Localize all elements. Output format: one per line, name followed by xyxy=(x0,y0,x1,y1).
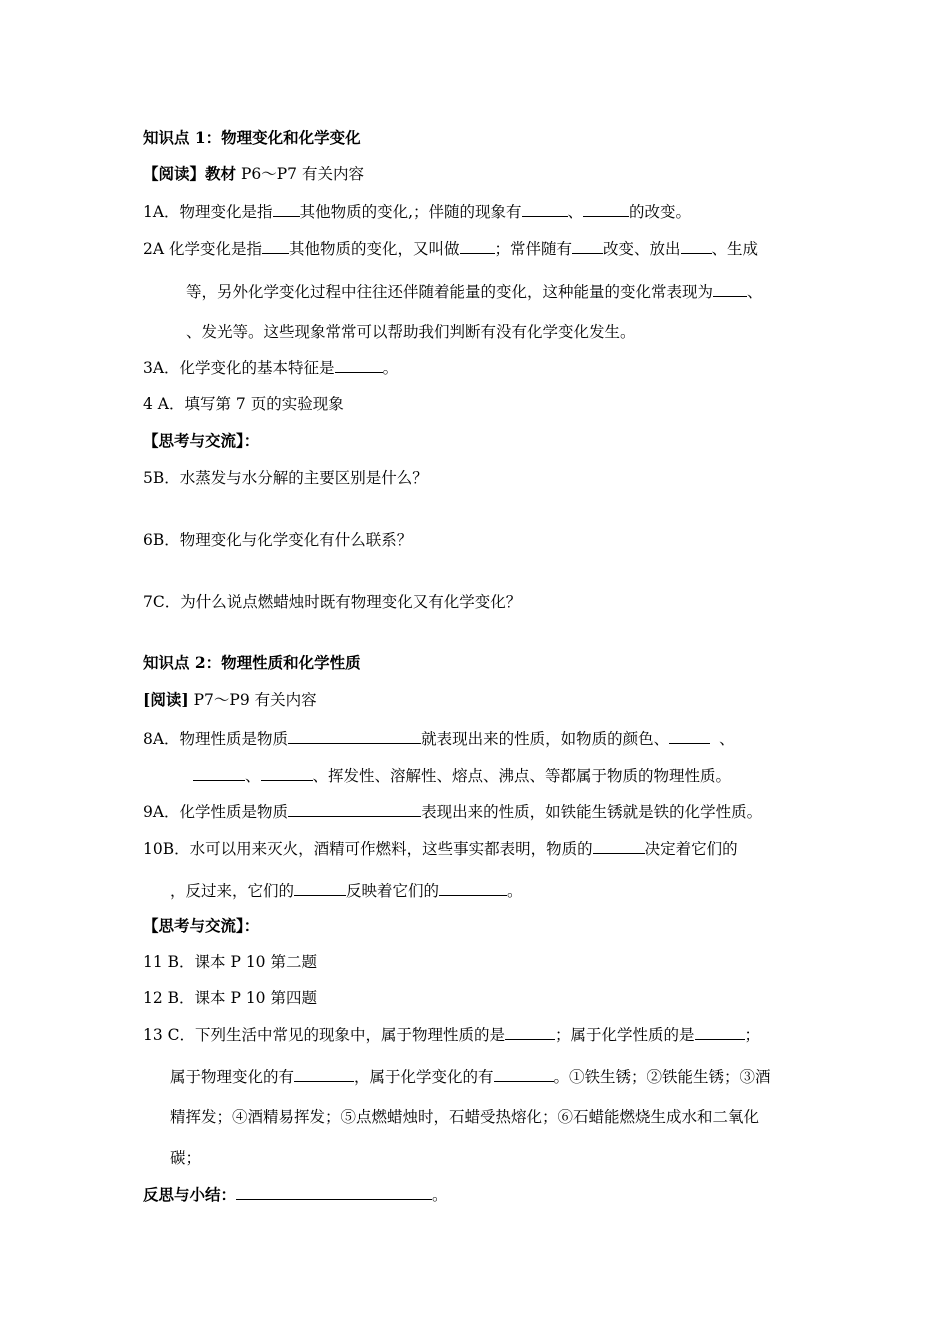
question-13c-line-2 xyxy=(170,1066,771,1087)
q3a-blank-1[interactable] xyxy=(335,357,383,373)
section-2-reading xyxy=(143,690,317,710)
q13c-line2-a: 属于物理变化的有 xyxy=(170,1068,295,1086)
q1a-text-d: 的改变。 xyxy=(629,203,692,221)
q13c-blank-4[interactable] xyxy=(494,1066,554,1082)
reading-text: P6～P7 有关内容 xyxy=(236,165,364,183)
q13c-text-b: ；属于化学性质的是 xyxy=(555,1026,695,1044)
q2a-blank-2[interactable] xyxy=(460,238,495,254)
question-7c: 7C．为什么说点燃蜡烛时既有物理变化又有化学变化？ xyxy=(143,593,522,611)
q13c-text-c: ； xyxy=(744,1026,761,1044)
section-2-discussion-heading: 【思考与交流】： xyxy=(143,916,260,935)
section-1-discussion-heading: 【思考与交流】： xyxy=(143,431,260,450)
q8a-text-a: 8A．物理性质是物质 xyxy=(143,730,289,748)
q13c-line2-c: 。①铁生锈；②铁能生锈；③酒 xyxy=(553,1068,771,1086)
q2a-line2-end: 、 xyxy=(747,283,763,301)
question-2a-line-2 xyxy=(186,281,763,302)
q10b-text-b: 决定着它们的 xyxy=(644,840,738,858)
question-9a xyxy=(143,801,762,822)
summary-blank[interactable] xyxy=(236,1184,432,1200)
section-1-title: 知识点 1：物理变化和化学变化 xyxy=(143,128,361,147)
q9a-text-a: 9A．化学性质是物质 xyxy=(143,803,289,821)
q8a-text-c: 、 xyxy=(719,730,735,748)
q9a-blank-1[interactable] xyxy=(288,801,421,817)
question-5b: 5B．水蒸发与水分解的主要区别是什么？ xyxy=(143,469,428,487)
q10b-line2-c: 。 xyxy=(507,882,523,900)
q1a-text-b: 其他物质的变化,；伴随的现象有 xyxy=(299,203,522,221)
q13c-blank-1[interactable] xyxy=(505,1024,555,1040)
q3a-text-b: 。 xyxy=(382,359,399,377)
q10b-blank-2[interactable] xyxy=(294,880,346,896)
reading-label-2: [阅读] xyxy=(143,690,189,709)
q8a-line2-rest: 、挥发性、溶解性、熔点、沸点、等都属于物质的物理性质。 xyxy=(312,767,732,785)
question-4a: 4 A．填写第 7 页的实验现象 xyxy=(143,395,344,413)
section-2-title: 知识点 2：物理性质和化学性质 xyxy=(143,653,361,672)
q1a-blank-1[interactable] xyxy=(273,201,300,217)
question-8a-line-2 xyxy=(193,765,731,786)
summary-end: 。 xyxy=(432,1186,448,1204)
q8a-text-b: 就表现出来的性质，如物质的颜色、 xyxy=(421,730,670,748)
q10b-text-a: 10B．水可以用来灭火，酒精可作燃料，这些事实都表明，物质的 xyxy=(143,840,593,858)
q8a-blank-1[interactable] xyxy=(288,728,421,744)
question-2a-line-3: 、发光等。这些现象常常可以帮助我们判断有没有化学变化发生。 xyxy=(186,323,636,341)
q2a-text-b: 其他物质的变化，又叫做 xyxy=(288,240,460,258)
q8a-blank-2[interactable] xyxy=(669,728,710,744)
section-1-reading xyxy=(143,164,364,184)
q10b-blank-3[interactable] xyxy=(439,880,507,896)
q1a-text-c: 、 xyxy=(567,203,584,221)
q13c-blank-2[interactable] xyxy=(695,1024,745,1040)
q2a-text-a: 2A 化学变化是指 xyxy=(143,240,262,258)
question-1a xyxy=(143,201,691,222)
question-3a xyxy=(143,357,398,378)
reading-label: 【阅读】教材 xyxy=(143,164,237,183)
question-6b: 6B．物理变化与化学变化有什么联系？ xyxy=(143,531,413,549)
q8a-line2-sep: 、 xyxy=(245,767,261,785)
q1a-blank-3[interactable] xyxy=(583,201,629,217)
question-13c-line-3: 精挥发；④酒精易挥发；⑤点燃蜡烛时，石蜡受热熔化；⑥石蜡能燃烧生成水和二氧化 xyxy=(170,1108,760,1126)
q2a-text-e: 、生成 xyxy=(711,240,759,258)
summary-line xyxy=(143,1184,448,1205)
q13c-blank-3[interactable] xyxy=(294,1066,354,1082)
q8a-blank-4[interactable] xyxy=(261,765,313,781)
question-8a-line-1 xyxy=(143,728,735,749)
question-12b: 12 B．课本 P 10 第四题 xyxy=(143,989,317,1007)
question-10b-line-1 xyxy=(143,838,738,859)
question-2a-line-1 xyxy=(143,238,758,259)
summary-label: 反思与小结： xyxy=(143,1185,237,1204)
question-10b-line-2 xyxy=(170,880,523,901)
q2a-blank-3[interactable] xyxy=(572,238,603,254)
question-11b: 11 B．课本 P 10 第二题 xyxy=(143,953,317,971)
q10b-line2-a: ，反过来，它们的 xyxy=(170,882,295,900)
q3a-text-a: 3A．化学变化的基本特征是 xyxy=(143,359,335,377)
q13c-line2-b: ，属于化学变化的有 xyxy=(354,1068,494,1086)
q10b-line2-b: 反映着它们的 xyxy=(346,882,440,900)
q2a-line2-text: 等，另外化学变化过程中往往还伴随着能量的变化，这种能量的变化常表现为 xyxy=(186,283,714,301)
q2a-blank-1[interactable] xyxy=(262,238,289,254)
question-13c-line-4: 碳； xyxy=(170,1149,202,1167)
q1a-blank-2[interactable] xyxy=(522,201,568,217)
q9a-text-b: 表现出来的性质，如铁能生锈就是铁的化学性质。 xyxy=(421,803,763,821)
q2a-blank-5[interactable] xyxy=(713,281,747,297)
q2a-blank-4[interactable] xyxy=(681,238,712,254)
q2a-text-c: ；常伴随有 xyxy=(494,240,573,258)
q8a-blank-3[interactable] xyxy=(193,765,245,781)
reading-text-2: P7～P9 有关内容 xyxy=(188,691,317,709)
q13c-text-a: 13 C．下列生活中常见的现象中，属于物理性质的是 xyxy=(143,1026,506,1044)
question-13c-line-1 xyxy=(143,1024,760,1045)
q10b-blank-1[interactable] xyxy=(593,838,645,854)
q2a-text-d: 改变、放出 xyxy=(603,240,681,258)
q1a-text-a: 1A．物理变化是指 xyxy=(143,203,273,221)
